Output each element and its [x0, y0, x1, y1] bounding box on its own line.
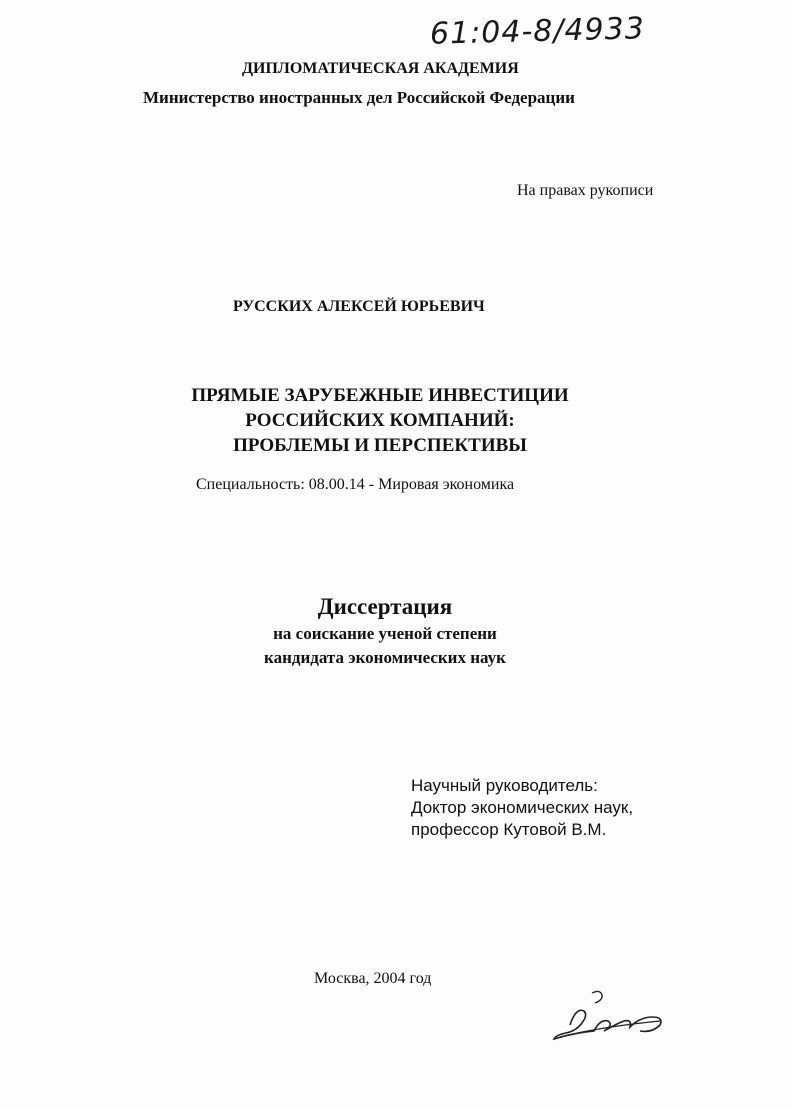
handwritten-archive-code: 61:04-8/4933 [429, 11, 646, 52]
title-line: ПРЯМЫЕ ЗАРУБЕЖНЫЕ ИНВЕСТИЦИИ [191, 385, 569, 406]
dissertation-degree-block [210, 592, 560, 670]
title-line: ПРОБЛЕМЫ И ПЕРСПЕКТИВЫ [233, 435, 527, 456]
supervisor-name: профессор Кутовой В.М. [411, 820, 607, 839]
supervisor-block [411, 775, 633, 841]
degree-line-2: кандидата экономических наук [264, 648, 506, 667]
city-year: Москва, 2004 год [314, 970, 432, 987]
manuscript-rights-note: На правах рукописи [517, 182, 654, 199]
title-line: РОССИЙСКИХ КОМПАНИЙ: [245, 410, 515, 431]
ministry-name: Министерство иностранных дел Российской Федерации [143, 88, 575, 107]
author-name: РУССКИХ АЛЕКСЕЙ ЮРЬЕВИЧ [233, 298, 485, 315]
handwritten-signature [540, 985, 690, 1045]
supervisor-label: Научный руководитель: [411, 776, 598, 795]
academy-name: ДИПЛОМАТИЧЕСКАЯ АКАДЕМИЯ [242, 60, 519, 77]
degree-line-1: на соискание ученой степени [273, 624, 497, 643]
dissertation-heading: Диссертация [317, 594, 453, 619]
dissertation-title [170, 383, 590, 458]
supervisor-degree: Доктор экономических наук, [411, 798, 634, 817]
speciality: Специальность: 08.00.14 - Мировая экономика [196, 476, 515, 493]
